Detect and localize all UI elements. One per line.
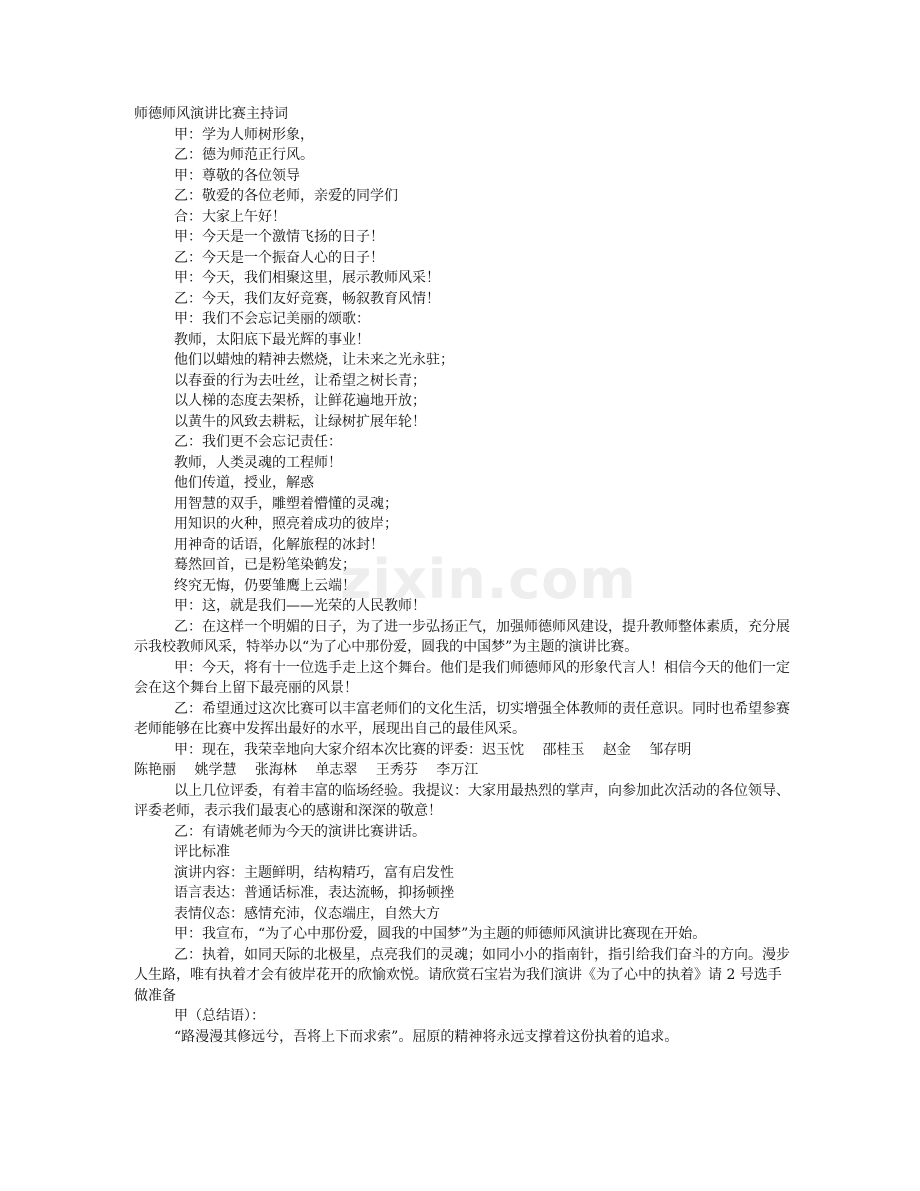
dialogue-line: 乙：有请姚老师为今天的演讲比赛讲话。 [174,823,426,840]
dialogue-line: 甲：这，就是我们——光荣的人民教师！ [174,598,426,614]
poem-line: 以春蚕的行为去吐丝，让希望之树长青； [174,372,426,389]
dialogue-line: 甲：我宣布，“为了心中那份爱，圆我的中国梦”为主题的师德师风演讲比赛现在开始。 [174,926,707,942]
dialogue-line: 甲：今天，我们相聚这里，展示教师风采！ [174,270,440,286]
criteria-item: 表情仪态：感情充沛，仪态端庄，自然大方 [174,905,440,922]
watermark: zixin.com [340,548,637,611]
criteria-item: 演讲内容：主题鲜明，结构精巧，富有启发性 [174,864,454,881]
dialogue-line: 甲：我们不会忘记美丽的颂歌： [174,311,370,327]
dialogue-line: 乙：今天是一个振奋人心的日子！ [174,249,384,266]
dialogue-line: 乙：敬爱的各位老师，亲爱的同学们 [174,188,398,204]
paragraph: 以上几位评委，有着丰富的临场经验。我提议：大家用最热烈的掌声，向参加此次活动的各位领导、评委老师，表示我们最衷心的感谢和深深的敬意！ [134,782,790,819]
paragraph: 乙：在这样一个明媚的日子，为了进一步弘扬正气，加强师德师风建设，提升教师整体素质，充分展示我校教师风采，特举办以“为了心中那份爱，圆我的中国梦”为主题的演讲比赛。 [134,618,790,655]
dialogue-line: 乙：我们更不会忘记责任： [174,434,342,450]
poem-line: 教师，人类灵魂的工程师！ [174,454,342,471]
document-body [134,104,794,1047]
poem-line: 用神奇的话语，化解旅程的冰封！ [174,536,384,553]
criteria-title: 评比标准 [174,844,230,860]
poem-line: 他们以蜡烛的精神去燃烧，让未来之光永驻； [174,352,454,368]
paragraph: 甲：今天，将有十一位选手走上这个舞台。他们是我们师德师风的形象代言人！相信今天的他们一定会在这个舞台上留下最亮丽的风景！ [134,659,790,696]
judges-intro: 甲：现在，我荣幸地向大家介绍本次比赛的评委：迟玉忱 邵桂玉 赵金 邹存明 [174,741,692,758]
dialogue-line: 乙：今天，我们友好竞赛，畅叙教育风情！ [174,290,440,307]
poem-line: 以黄牛的风致去耕耘，让绿树扩展年轮！ [174,413,426,430]
criteria-item: 语言表达：普通话标准，表达流畅，抑扬顿挫 [174,885,454,901]
paragraph: 乙：执着，如同天际的北极星，点亮我们的灵魂；如同小小的指南针，指引给我们奋斗的方向。漫步人生路，唯有执着才会有彼岸花开的欣愉欢悦。请欣赏石宝岩为我们演讲《为了心中的执着》请 2 号选手做准备 [134,946,790,1004]
dialogue-line: 甲：今天是一个激情飞扬的日子！ [174,229,384,245]
dialogue-line: 合：大家上午好！ [174,208,286,225]
dialogue-line: 乙：德为师范正行风。 [174,147,314,163]
dialogue-line: 甲：尊敬的各位领导 [174,167,300,184]
poem-line: 以人梯的态度去架桥，让鲜花遍地开放； [174,393,426,409]
dialogue-line: 甲：学为人师树形象， [174,126,314,143]
judges-list: 陈艳丽 姚学慧 张海林 单志翠 王秀芬 李万江 [134,762,479,778]
poem-line: 他们传道，授业，解惑 [174,475,314,491]
paragraph: 乙：希望通过这次比赛可以丰富老师们的文化生活，切实增强全体教师的责任意识。同时也希望参赛老师能够在比赛中发挥出最好的水平，展现出自己的最佳风采。 [134,700,790,737]
closing-text: “路漫漫其修远兮，吾将上下而求索”。屈原的精神将永远支撑着这份执着的追求。 [174,1028,679,1045]
poem-line: 蓦然回首，已是粉笔染鹤发； [174,557,356,573]
poem-line: 用知识的火种，照亮着成功的彼岸； [174,516,398,532]
document-title: 师德师风演讲比赛主持词 [134,106,288,122]
poem-line: 教师，太阳底下最光辉的事业！ [174,331,370,348]
poem-line: 用智慧的双手，雕塑着懵懂的灵魂； [174,495,398,512]
closing-label: 甲（总结语）： [174,1008,265,1024]
poem-line: 终究无悔，仍要雏鹰上云端！ [174,577,356,594]
